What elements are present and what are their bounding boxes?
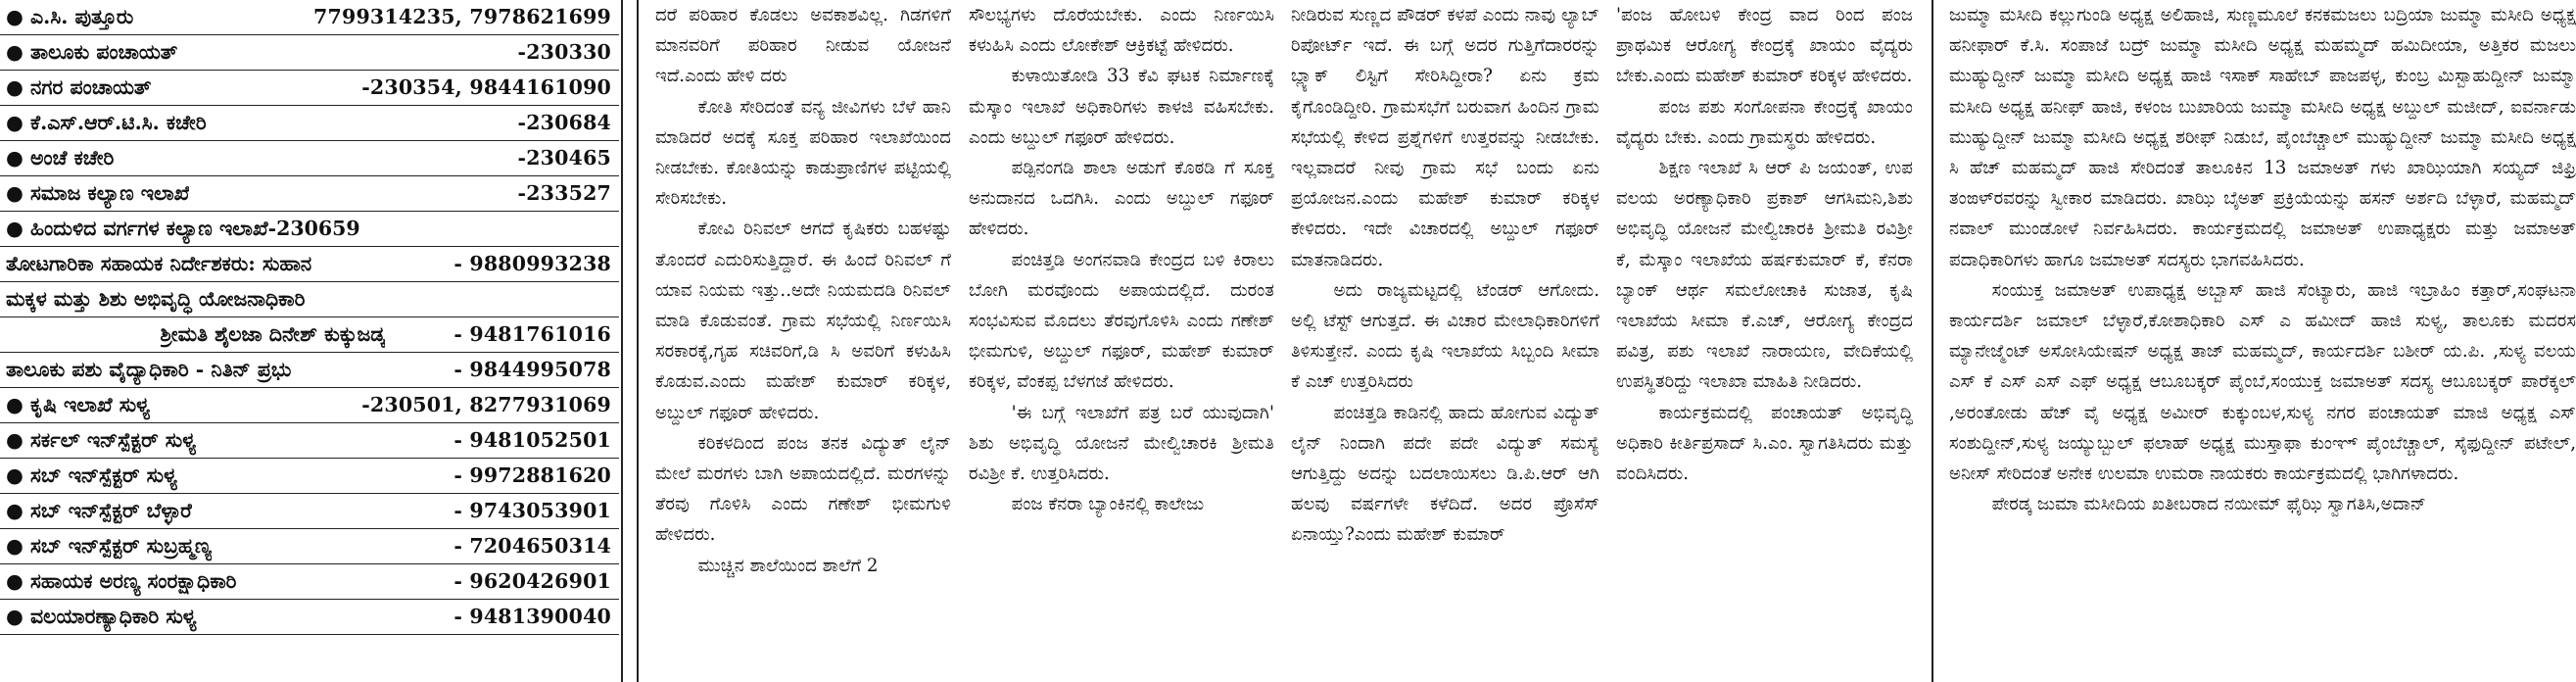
directory-label: ತಾಲೂಕು ಪಶು ವೈದ್ಯಾಧಿಕಾರಿ - ನಿತಿನ್ ಪ್ರಭು [6, 358, 292, 381]
directory-phone: - 9481390040 [453, 605, 611, 628]
article-paragraph: ಪಂಜ ಪಶು ಸಂಗೋಪನಾ ಕೇಂದ್ರಕ್ಕೆ ಖಾಯಂ ವೈದ್ಯರು ಬೇಕು. ಎಂದು ಗ್ರಾಮಸ್ಥರು ಹೇಳಿದರು. [1616, 96, 1913, 148]
directory-phone: -230684 [517, 111, 611, 134]
directory-label: ● ಸರ್ಕಲ್ ಇನ್‌ಸ್ಪೆಕ್ಟರ್ ಸುಳ್ಯ [6, 428, 197, 452]
directory-label: ● ಕೃಷಿ ಇಲಾಖೆ ಸುಳ್ಯ [6, 393, 151, 416]
article-paragraph: ಶಿಕ್ಷಣ ಇಲಾಖೆ ಸಿ ಆರ್ ಪಿ ಜಯಂತ್, ಉಪ ವಲಯ ಅರಣ್ಯಾಧಿಕಾರಿ ಪ್ರಕಾಶ್ ಆಗಸಿಮನಿ,ಶಿಶು ಅಭಿವೃದ್ಧಿ ಯೋಜನೆ ಮೇಲ್ವಿಚಾರಕಿ ಶ್ರೀಮತಿ ರವಿಶ್ರೀ ಕೆ, ಮೆಸ್ಕಾಂ ಇಲಾಖೆಯ ಹರ್ಷಕುಮಾರ್ ಕೆ, ಕೆನರಾ ಬ್ಯಾಂಕ್ ಆರ್ಥ ಸಮಲೋಚಾಕಿ ಸುಜಾತ, ಕೃಷಿ ಇಲಾಖೆಯ ಸೀಮಾ ಕೆ.ಎಚ್, ಆರೋಗ್ಯ ಕೇಂದ್ರದ ಪವಿತ್ರ, ಪಶು ಇಲಾಖೆ ನಾರಾಯಣ, ವೇದಿಕೆಯಲ್ಲಿ ಉಪಸ್ಥಿತರಿದ್ದು ಇಲಾಖಾ ಮಾಹಿತಿ ನೀಡಿದರು. [1616, 158, 1913, 393]
article-paragraph: 'ಪಂಜ ಹೋಬಳಿ ಕೇಂದ್ರ ವಾದ ರಿಂದ ಪಂಜ ಪ್ರಾಥಮಿಕ ಆರೋಗ್ಯ ಕೇಂದ್ರಕ್ಕೆ ಖಾಯಂ ವೈದ್ಯರು ಬೇಕು.ಎಂದು ಮಹೇಶ್ ಕುಮಾರ್ ಕರಿಕ್ಕಳ ಹೇಳಿದರು. [1616, 5, 1913, 87]
directory-label: ● ನಗರ ಪಂಚಾಯತ್ [6, 75, 152, 99]
directory-row [0, 35, 619, 71]
article-paragraph: ಕಾರ್ಯಕ್ರಮದಲ್ಲಿ ಪಂಚಾಯತ್ ಅಭಿವೃದ್ಧಿ ಅಧಿಕಾರಿ ಕೀರ್ತಿಪ್ರಸಾದ್ ಸಿ.ಎಂ. ಸ್ವಾಗತಿಸಿದರು ಮತ್ತು ವಂದಿಸಿದರು. [1616, 402, 1913, 485]
directory-phone: - 7204650314 [453, 534, 611, 558]
directory-label: ಮಕ್ಕಳ ಮತ್ತು ಶಿಶು ಅಭಿವೃದ್ಧಿ ಯೋಜನಾಧಿಕಾರಿ [6, 287, 306, 311]
article-column-3 [1291, 0, 1599, 682]
article-column-5 [1949, 0, 2576, 682]
article-paragraph: ನೀಡಿರುವ ಸುಣ್ಣದ ಪೌಡರ್ ಕಳಪೆ ಎಂದು ನಾವು ಲ್ಯಾಬ್ ರಿಪೋರ್ಟ್ ಇದೆ. ಈ ಬಗ್ಗೆ ಅದರ ಗುತ್ತಿಗೆದಾರರನ್ನು ಬ್ಲ್ಯಾಕ್ ಲಿಸ್ಟಿಗೆ ಸೇರಿಸಿದ್ದೀರಾ? ಏನು ಕ್ರಮ ಕೈಗೊಂಡಿದ್ದೀರಿ. ಗ್ರಾಮಸಭೆಗೆ ಬರುವಾಗ ಹಿಂದಿನ ಗ್ರಾಮ ಸಭೆಯಲ್ಲಿ ಕೇಳಿದ ಪ್ರಶ್ನೆಗಳಿಗೆ ಉತ್ತರವನ್ನು ನೀಡಬೇಕು. ಇಲ್ಲವಾದರೆ ನೀವು ಗ್ರಾಮ ಸಭೆ ಬಂದು ಏನು ಪ್ರಯೋಜನ.ಎಂದು ಮಹೇಶ್ ಕುಮಾರ್ ಕರಿಕ್ಕಳ ಕೇಳಿದರು. ಇದೇ ವಿಚಾರದಲ್ಲಿ ಅಬ್ದುಲ್ ಗಫೂರ್ ಮಾತನಾಡಿದರು. [1291, 5, 1599, 270]
directory-row [0, 176, 619, 212]
directory-phone: - 9620426901 [453, 569, 611, 593]
directory-label: ● ಕೆ.ಎಸ್.ಆರ್.ಟಿ.ಸಿ. ಕಚೇರಿ [6, 111, 207, 134]
directory-row [0, 212, 619, 247]
directory-phone: -230354, 9844161090 [361, 75, 611, 99]
column-rule [621, 0, 623, 682]
directory-phone: - 9844995078 [453, 358, 611, 381]
directory-label: ● ಸಬ್ ಇನ್‌ಸ್ಪೆಕ್ಟರ್ ಬೆಳ್ಳಾರೆ [6, 499, 192, 522]
directory-row [0, 459, 619, 494]
directory-phone: - 9972881620 [453, 463, 611, 487]
directory-row [0, 0, 619, 35]
article-column-1 [655, 0, 951, 682]
directory-row [0, 247, 619, 282]
directory-row [0, 564, 619, 600]
directory-row [0, 388, 619, 423]
directory-label: ● ತಾಲೂಕು ಪಂಚಾಯತ್ [6, 40, 178, 64]
directory-label: ● ಸಬ್ ಇನ್‌ಸ್ಪೆಕ್ಟರ್ ಸುಬ್ರಹ್ಮಣ್ಯ [6, 534, 213, 558]
phone-directory [0, 0, 619, 682]
column-rule [637, 0, 639, 682]
directory-phone: 7799314235, 7978621699 [313, 5, 611, 28]
directory-row [0, 600, 619, 635]
column-rule [1932, 0, 1933, 682]
article-paragraph: ಸೌಲಭ್ಯಗಳು ದೊರೆಯಬೇಕು. ಎಂದು ನಿರ್ಣಯಿಸಿ ಕಳುಹಿಸಿ ಎಂದು ಲೋಕೇಶ್ ಆಕ್ರಿಕಟ್ಟೆ ಹೇಳಿದರು. [969, 5, 1274, 57]
directory-row [0, 529, 619, 564]
directory-phone: -230465 [517, 146, 611, 170]
article-paragraph: ಪಡ್ಪಿನಂಗಡಿ ಶಾಲಾ ಅಡುಗೆ ಕೊಠಡಿ ಗೆ ಸೂಕ್ತ ಅನುದಾನದ ಒದಗಿಸಿ. ಎಂದು ಅಬ್ದುಲ್ ಗಫೂರ್ ಹೇಳಿದರು. [969, 158, 1274, 240]
article-paragraph: 'ಈ ಬಗ್ಗೆ ಇಲಾಖೆಗೆ ಪತ್ರ ಬರೆ ಯುವುದಾಗಿ' ಶಿಶು ಅಭಿವೃದ್ಧಿ ಯೋಜನೆ ಮೇಲ್ವಿಚಾರಕಿ ಶ್ರೀಮತಿ ರವಿಶ್ರೀ ಕೆ. ಉತ್ತರಿಸಿದರು. [969, 402, 1274, 485]
article-column-2 [969, 0, 1274, 682]
directory-row [0, 317, 619, 353]
article-paragraph: ಪಂಚಿತ್ತಡಿ ಕಾಡಿನಲ್ಲಿ ಹಾದು ಹೋಗುವ ವಿದ್ಯುತ್ ಲೈನ್ ನಿಂದಾಗಿ ಪದೇ ಪದೇ ವಿದ್ಯುತ್ ಸಮಸ್ಯೆ ಆಗುತ್ತಿದ್ದು ಅದನ್ನು ಬದಲಾಯಿಸಲು ಡಿ.ಪಿ.ಆರ್ ಆಗಿ ಹಲವು ವರ್ಷಗಳೇ ಕಳೆದಿದೆ. ಅದರ ಪ್ರೊಸೆಸ್ ಏನಾಯ್ತು?ಎಂದು ಮಹೇಶ್ ಕುಮಾರ್ [1291, 402, 1599, 546]
article-paragraph: ಜುಮ್ಮಾ ಮಸೀದಿ ಕಲ್ಲುಗುಂಡಿ ಅಧ್ಯಕ್ಷ ಅಲಿಹಾಜಿ, ಸುಣ್ಣಮೂಲೆ ಕನಕಮಜಲು ಬದ್ರಿಯಾ ಜುಮ್ಮಾ ಮಸೀದಿ ಅಧ್ಯಕ್ಷ ಹನೀಫಾರ್ ಕೆ.ಸಿ. ಸಂಪಾಜೆ ಬದ್ರ್ ಜುಮ್ಮಾ ಮಸೀದಿ ಅಧ್ಯಕ್ಷ ಮಹಮ್ಮದ್ ಹಮಿದೀಯಾ, ಅತ್ತಿಕರ ಮಜಲು ಮುಹ್ಯುದ್ದೀನ್ ಜುಮ್ಮಾ ಮಸೀದಿ ಅಧ್ಯಕ್ಷ ಹಾಜಿ ಇಸಾಕ್ ಸಾಹೇಬ್ ಪಾಜಪಳ್ಳ, ಕುಂಬ್ರ ಮಿಸ್ಬಾಹುದ್ದೀನ್ ಜುಮ್ಮಾ ಮಸೀದಿ ಅಧ್ಯಕ್ಷ ಹನೀಫ್ ಹಾಜಿ, ಕಳಂಜ ಬುಖಾರಿಯ ಜುಮ್ಮಾ ಮಸೀದಿ ಅಧ್ಯಕ್ಷ ಅಬ್ದುಲ್ ಮಜೀದ್, ಐವರ್ನಾಡು ಮುಹ್ಯುದ್ದೀನ್ ಜುಮ್ಮಾ ಮಸೀದಿ ಅಧ್ಯಕ್ಷ ಶರೀಫ್ ನಿಡುಬೆ, ಪೈಂಬೆಚ್ಚಾಲ್ ಮುಹ್ಯುದ್ದೀನ್ ಜುಮ್ಮಾ ಮಸೀದಿ ಅಧ್ಯಕ್ಷ ಸಿ ಹೆಚ್ ಮಹಮ್ಮದ್ ಹಾಜಿ ಸೇರಿದಂತೆ ತಾಲೂಕಿನ 13 ಜಮಾಅತ್ ಗಳು ಖಾಝಿಯಾಗಿ ಸಯ್ಯದ್ ಜಿಫ್ರಿ ತಂಙಳ್‌ರವರನ್ನು ಸ್ವೀಕಾರ ಮಾಡಿದರು. ಖಾಝಿ ಬೈಅತ್ ಪ್ರಕ್ರಿಯೆಯನ್ನು ಹಸನ್ ಅರ್ಶದಿ ಬೆಳ್ಳಾರೆ, ಮಹಮ್ಮದ್ ನವಾಲ್ ಮುಂಡೋಳೆ ನಿರ್ವಹಿಸಿದರು. ಕಾರ್ಯಕ್ರಮದಲ್ಲಿ ಜಮಾಅತ್ ಉಪಾಧ್ಯಕ್ಷರು ಮತ್ತು ಜಮಾಅತ್ ಪದಾಧಿಕಾರಿಗಳು ಹಾಗೂ ಜಮಾಅತ್ ಸದಸ್ಯರು ಭಾಗವಹಿಸಿದರು. [1949, 5, 2576, 270]
directory-label: ● ವಲಯಾರಣ್ಯಾಧಿಕಾರಿ ಸುಳ್ಯ [6, 605, 197, 628]
directory-label: ● ಸಮಾಜ ಕಲ್ಯಾಣ ಇಲಾಖೆ [6, 181, 190, 205]
directory-row [0, 423, 619, 459]
directory-label: ● ಹಿಂದುಳಿದ ವರ್ಗಗಳ ಕಲ್ಯಾಣ ಇಲಾಖೆ-230659 [6, 217, 360, 240]
directory-row [0, 494, 619, 529]
directory-phone: - 9743053901 [453, 499, 611, 522]
article-paragraph: ಕೋತಿ ಸೇರಿದಂತೆ ವನ್ಯ ಜೀವಿಗಳು ಬೆಳೆ ಹಾನಿ ಮಾಡಿದರೆ ಅದಕ್ಕೆ ಸೂಕ್ತ ಪರಿಹಾರ ಇಲಾಖೆಯಿಂದ ನೀಡಬೇಕು. ಕೋತಿಯನ್ನು ಕಾಡುಪ್ರಾಣಿಗಳ ಪಟ್ಟಿಯಲ್ಲಿ ಸೇರಿಸಬೇಕು. [655, 96, 951, 210]
directory-label: ತೋಟಗಾರಿಕಾ ಸಹಾಯಕ ನಿರ್ದೇಶಕರು: ಸುಹಾನ [6, 252, 312, 275]
directory-phone: - 9481761016 [453, 322, 611, 346]
directory-phone: -233527 [517, 181, 611, 205]
article-paragraph: ಪಂಜ ಕೆನರಾ ಬ್ಯಾಂಕಿನಲ್ಲಿ ಕಾಲೇಜು [1011, 494, 1205, 515]
article-paragraph: ಸಂಯುಕ್ತ ಜಮಾಅತ್ ಉಪಾಧ್ಯಕ್ಷ ಅಬ್ಬಾಸ್ ಹಾಜಿ ಸೆಂಟ್ಯಾರು, ಹಾಜಿ ಇಬ್ರಾಹಿಂ ಕತ್ತಾರ್,ಸಂಘಟನಾ ಕಾರ್ಯದರ್ಶಿ ಜಮಾಲ್ ಬೆಳ್ಳಾರೆ,ಕೋಶಾಧಿಕಾರಿ ಎಸ್ ಎ ಹಮೀದ್ ಹಾಜಿ ಸುಳ್ಯ, ತಾಲೂಕು ಮದರಸ ಮ್ಯಾನೇಜ್ಮೆಂಟ್ ಅಸೋಸಿಯೇಷನ್ ಅಧ್ಯಕ್ಷ ತಾಜ್ ಮಹಮ್ಮದ್, ಕಾರ್ಯದರ್ಶಿ ಬಶೀರ್ ಯ.ಪಿ. ,ಸುಳ್ಯ ವಲಯ ಎಸ್ ಕೆ ಎಸ್ ಎಸ್ ಎಫ್ ಅಧ್ಯಕ್ಷ ಆಬೂಬಕ್ಕರ್ ಪೈಂಬೆ,ಸಂಯುಕ್ತ ಜಮಾಅತ್ ಸದಸ್ಯ ಆಬೂಬಕ್ಕರ್ ಪಾರೆಕ್ಕಲ್ ,ಅರಂತೋಡು ಹೆಚ್ ವೈ ಅಧ್ಯಕ್ಷ ಅಮೀರ್ ಕುಕ್ಕುಂಬಳ,ಸುಳ್ಯ ನಗರ ಪಂಚಾಯತ್ ಮಾಜಿ ಅಧ್ಯಕ್ಷ ಎಸ್ ಸಂಶುದ್ದೀನ್,ಸುಳ್ಯ ಜಯ್ಯುಬ್ಬುಲ್ ಫಲಾಹ್ ಅಧ್ಯಕ್ಷ ಮುಸ್ತಾಫಾ ಕುಂಞ್ ಪೈಂಬೆಚ್ಚಾಲ್, ಸೈಫುದ್ದೀನ್ ಪಟೇಲ್, ಅನೀಸ್ ಸೇರಿದಂತೆ ಅನೇಕ ಉಲಮಾ ಉಮರಾ ನಾಯಕರು ಕಾರ್ಯಕ್ರಮದಲ್ಲಿ ಭಾಗಿಗಳಾದರು. [1949, 279, 2576, 485]
article-paragraph: ಮುಚ್ಚಿನ ಶಾಲೆಯಿಂದ ಶಾಲೆಗೆ 2 [697, 555, 879, 576]
directory-label: ಶ್ರೀಮತಿ ಶೈಲಜಾ ದಿನೇಶ್ ಕುಕ್ಕುಜಡ್ಕ [160, 322, 386, 346]
article-paragraph: ಪೇರಡ್ಕ ಜುಮಾ ಮಸೀದಿಯ ಖತೀಬರಾದ ನಯೀಮ್ ಫೈಝಿ ಸ್ವಾಗತಿಸಿ,ಅದಾನ್ [1991, 494, 2426, 515]
directory-row [0, 282, 619, 317]
article-paragraph: ಕರಿಕಳದಿಂದ ಪಂಜ ತನಕ ವಿದ್ಯುತ್ ಲೈನ್ ಮೇಲೆ ಮರಗಳು ಬಾಗಿ ಅಪಾಯದಲ್ಲಿದೆ. ಮರಗಳನ್ನು ತೆರವು ಗೊಳಿಸಿ ಎಂದು ಗಣೇಶ್ ಭೀಮಗುಳಿ ಹೇಳಿದರು. [655, 432, 951, 546]
directory-row [0, 71, 619, 106]
article-paragraph: ಕೋವಿ ರಿನಿವಲ್ ಆಗದೆ ಕೃಷಿಕರು ಬಹಳಷ್ಟು ತೊಂದರೆ ಎದುರಿಸುತ್ತಿದ್ದಾರೆ. ಈ ಹಿಂದೆ ರಿನಿವಲ್ ಗೆ ಯಾವ ನಿಯಮ ಇತ್ತು..ಅದೇ ನಿಯಮದಡಿ ರಿನಿವಲ್ ಮಾಡಿ ಕೊಡುವಂತೆ. ಗ್ರಾಮ ಸಭೆಯಲ್ಲಿ ನಿರ್ಣಯಿಸಿ ಸರಕಾರಕ್ಕೆ,ಗೃಹ ಸಚಿವರಿಗೆ,ಡಿ ಸಿ ಅವರಿಗೆ ಕಳುಹಿಸಿ ಕೊಡುವ.ಎಂದು ಮಹೇಶ್ ಕುಮಾರ್ ಕರಿಕ್ಕಳ, ಅಬ್ದುಲ್ ಗಫೂರ್ ಹೇಳಿದರು. [655, 219, 951, 423]
article-column-4 [1616, 0, 1913, 682]
directory-phone: -230330 [517, 40, 611, 64]
article-paragraph: ಪಂಚಿತ್ತಡಿ ಅಂಗನವಾಡಿ ಕೇಂದ್ರದ ಬಳಿ ಕಿರಾಲು ಬೋಗಿ ಮರವೊಂದು ಅಪಾಯದಲ್ಲಿದೆ. ದುರಂತ ಸಂಭವಿಸುವ ಮೊದಲು ತೆರವುಗೊಳಿಸಿ ಎಂದು ಗಣೇಶ್ ಭೀಮಗುಳಿ, ಅಬ್ದುಲ್ ಗಫೂರ್, ಮಹೇಶ್ ಕುಮಾರ್ ಕರಿಕ್ಕಳ, ವೆಂಕಪ್ಪ ಬೆಳಗಜೆ ಹೇಳಿದರು. [969, 249, 1274, 393]
directory-label: ● ಎ.ಸಿ. ಪುತ್ತೂರು [6, 5, 134, 28]
directory-row [0, 141, 619, 176]
directory-phone: - 9880993238 [453, 252, 611, 275]
directory-row [0, 106, 619, 141]
directory-label: ● ಅಂಚೆ ಕಚೇರಿ [6, 146, 115, 170]
directory-phone: - 9481052501 [453, 428, 611, 452]
directory-row [0, 353, 619, 388]
article-paragraph: ದರೆ ಪರಿಹಾರ ಕೊಡಲು ಅವಕಾಶವಿಲ್ಲ. ಗಿಡಗಳಿಗೆ ಮಾನವರಿಗೆ ಪರಿಹಾರ ನೀಡುವ ಯೋಜನೆ ಇದೆ.ಎಂದು ಹೇಳಿ ದರು [655, 5, 951, 87]
directory-label: ● ಸಹಾಯಕ ಅರಣ್ಯ ಸಂರಕ್ಷಾಧಿಕಾರಿ [6, 569, 237, 593]
directory-phone: -230501, 8277931069 [361, 393, 611, 416]
article-paragraph: ಕುಳಾಯಿತೋಡಿ 33 ಕೆವಿ ಘಟಕ ನಿರ್ಮಾಣಕ್ಕೆ ಮೆಸ್ಕಾಂ ಇಲಾಖೆ ಅಧಿಕಾರಿಗಳು ಕಾಳಜಿ ವಹಿಸಬೇಕು. ಎಂದು ಅಬ್ದುಲ್ ಗಫೂರ್ ಹೇಳಿದರು. [969, 66, 1274, 148]
directory-label: ● ಸಬ್ ಇನ್‌ಸ್ಪೆಕ್ಟರ್ ಸುಳ್ಯ [6, 463, 178, 487]
article-paragraph: ಅದು ರಾಜ್ಯಮಟ್ಟದಲ್ಲಿ ಟೆಂಡರ್ ಆಗೋದು. ಅಲ್ಲಿ ಟೆಸ್ಟ್ ಆಗುತ್ತದೆ. ಈ ವಿಚಾರ ಮೇಲಾಧಿಕಾರಿಗಳಿಗೆ ತಿಳಿಸುತ್ತೇನೆ. ಎಂದು ಕೃಷಿ ಇಲಾಖೆಯ ಸಿಬ್ಬಂದಿ ಸೀಮಾ ಕೆ ಎಚ್ ಉತ್ತರಿಸಿದರು [1291, 279, 1599, 393]
